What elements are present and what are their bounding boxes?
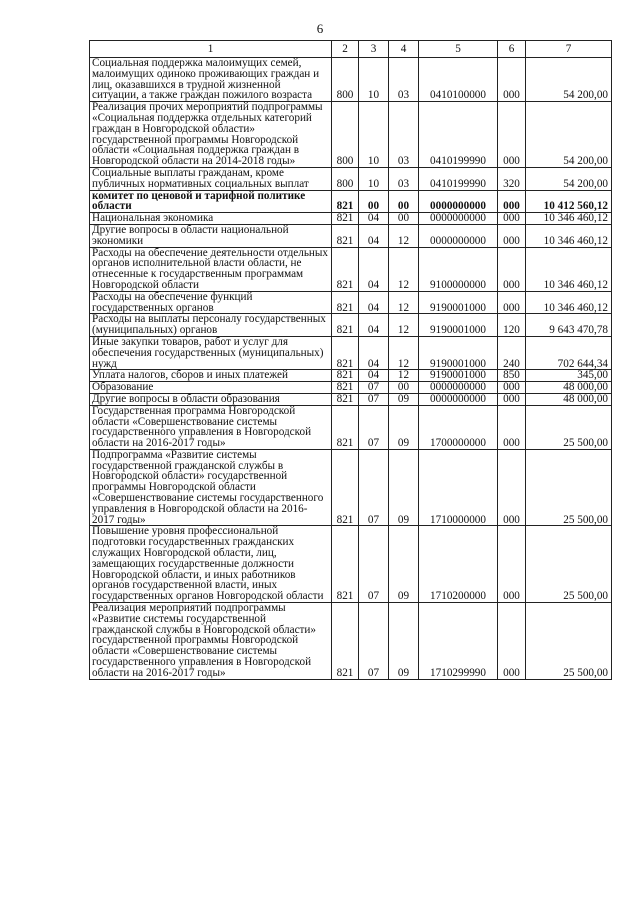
header-col-7: 7 [526, 41, 612, 58]
row-admin-code-cell: 821 [332, 291, 359, 314]
row-subsection-cell: 09 [389, 449, 419, 526]
row-amount-cell: 9 643 470,78 [526, 314, 612, 337]
row-expense-type-cell: 850 [498, 370, 526, 382]
row-section-cell: 00 [359, 190, 389, 213]
row-admin-code-cell: 821 [332, 603, 359, 680]
row-target-article-cell: 0000000000 [419, 213, 498, 225]
row-subsection-cell: 09 [389, 393, 419, 405]
table-row [90, 58, 612, 102]
row-name-cell: Другие вопросы в области образования [90, 393, 332, 405]
header-col-5: 5 [419, 41, 498, 58]
row-amount-cell: 10 346 460,12 [526, 291, 612, 314]
row-expense-type-cell: 000 [498, 58, 526, 102]
row-amount-cell: 10 346 460,12 [526, 224, 612, 247]
header-col-3: 3 [359, 41, 389, 58]
row-subsection-cell: 09 [389, 603, 419, 680]
row-amount-cell: 54 200,00 [526, 102, 612, 168]
table-row [90, 336, 612, 369]
budget-table [89, 40, 612, 680]
table-row [90, 247, 612, 291]
table-header-row [90, 41, 612, 58]
table-row [90, 213, 612, 225]
row-target-article-cell: 1710299990 [419, 603, 498, 680]
row-section-cell: 07 [359, 603, 389, 680]
row-name-cell: Реализация мероприятий подпрограммы «Развитие системы государственной гражданской службы в Новгородской области» государственной программы Новгородской области «Совершенствование системы государственного управления в Новгородской области на 2016-2017 годы» [90, 603, 332, 680]
row-admin-code-cell: 821 [332, 213, 359, 225]
row-subsection-cell: 03 [389, 102, 419, 168]
row-admin-code-cell: 821 [332, 247, 359, 291]
row-admin-code-cell: 821 [332, 405, 359, 449]
row-name-cell: Иные закупки товаров, работ и услуг для обеспечения государственных (муниципальных) нужд [90, 336, 332, 369]
row-amount-cell: 54 200,00 [526, 167, 612, 190]
row-admin-code-cell: 821 [332, 370, 359, 382]
row-target-article-cell: 1700000000 [419, 405, 498, 449]
table-row [90, 102, 612, 168]
row-amount-cell: 48 000,00 [526, 382, 612, 394]
row-name-cell: Социальная поддержка малоимущих семей, малоимущих одиноко проживающих граждан и лиц, оказавшихся в трудной жизненной ситуации, а также граждан пожилого возраста [90, 58, 332, 102]
row-expense-type-cell: 000 [498, 393, 526, 405]
row-name-cell: Реализация прочих мероприятий подпрограммы «Социальная поддержка отдельных категорий граждан в Новгородской области» государственной программы Новгородской области «Социальная поддержка граждан в Новгородской области на 2014-2018 годы» [90, 102, 332, 168]
row-target-article-cell: 9190001000 [419, 291, 498, 314]
table-row [90, 382, 612, 394]
row-admin-code-cell: 821 [332, 393, 359, 405]
row-section-cell: 04 [359, 291, 389, 314]
row-subsection-cell: 03 [389, 58, 419, 102]
row-name-cell: комитет по ценовой и тарифной политике области [90, 190, 332, 213]
row-subsection-cell: 12 [389, 291, 419, 314]
row-admin-code-cell: 821 [332, 314, 359, 337]
table-row [90, 167, 612, 190]
row-amount-cell: 10 346 460,12 [526, 213, 612, 225]
row-target-article-cell: 0410199990 [419, 167, 498, 190]
row-admin-code-cell: 821 [332, 224, 359, 247]
row-admin-code-cell: 821 [332, 336, 359, 369]
row-subsection-cell: 03 [389, 167, 419, 190]
row-subsection-cell: 12 [389, 224, 419, 247]
table-row [90, 370, 612, 382]
row-amount-cell: 25 500,00 [526, 449, 612, 526]
row-expense-type-cell: 000 [498, 449, 526, 526]
row-name-cell: Расходы на обеспечение функций государственных органов [90, 291, 332, 314]
row-admin-code-cell: 821 [332, 526, 359, 603]
row-section-cell: 07 [359, 405, 389, 449]
row-target-article-cell: 9190001000 [419, 370, 498, 382]
row-expense-type-cell: 000 [498, 224, 526, 247]
row-target-article-cell: 0000000000 [419, 382, 498, 394]
table-row [90, 603, 612, 680]
row-target-article-cell: 9190001000 [419, 336, 498, 369]
budget-table-container [89, 40, 611, 680]
row-name-cell: Расходы на выплаты персоналу государственных (муниципальных) органов [90, 314, 332, 337]
row-section-cell: 07 [359, 526, 389, 603]
row-subsection-cell: 12 [389, 247, 419, 291]
row-section-cell: 10 [359, 58, 389, 102]
row-expense-type-cell: 240 [498, 336, 526, 369]
row-target-article-cell: 0410199990 [419, 102, 498, 168]
row-section-cell: 07 [359, 393, 389, 405]
row-subsection-cell: 12 [389, 370, 419, 382]
page-number: 6 [316, 21, 324, 36]
table-row [90, 190, 612, 213]
table-row [90, 224, 612, 247]
row-admin-code-cell: 821 [332, 190, 359, 213]
row-admin-code-cell: 800 [332, 167, 359, 190]
row-admin-code-cell: 800 [332, 58, 359, 102]
row-subsection-cell: 00 [389, 382, 419, 394]
row-subsection-cell: 12 [389, 314, 419, 337]
row-section-cell: 04 [359, 314, 389, 337]
row-subsection-cell: 09 [389, 405, 419, 449]
row-target-article-cell: 0000000000 [419, 224, 498, 247]
row-amount-cell: 25 500,00 [526, 526, 612, 603]
row-subsection-cell: 00 [389, 213, 419, 225]
row-amount-cell: 25 500,00 [526, 603, 612, 680]
row-amount-cell: 345,00 [526, 370, 612, 382]
row-amount-cell: 48 000,00 [526, 393, 612, 405]
row-section-cell: 07 [359, 382, 389, 394]
row-target-article-cell: 9100000000 [419, 247, 498, 291]
row-expense-type-cell: 000 [498, 102, 526, 168]
header-col-4: 4 [389, 41, 419, 58]
row-subsection-cell: 09 [389, 526, 419, 603]
row-name-cell: Подпрограмма «Развитие системы государственной гражданской службы в Новгородской области» государственной программы Новгородской области «Совершенствование системы государственного управления в Новгородской области на 2016-2017 годы» [90, 449, 332, 526]
row-name-cell: Повышение уровня профессиональной подготовки государственных гражданских служащих Новгородской области, лиц, замещающих государственные должности Новгородской области, и иных работников органов государственной власти, иных государственных органов Новгородской области [90, 526, 332, 603]
row-expense-type-cell: 000 [498, 291, 526, 314]
header-col-1: 1 [90, 41, 332, 58]
row-name-cell: Расходы на обеспечение деятельности отдельных органов исполнительной власти области, не отнесенные к государственным программам Новгородской области [90, 247, 332, 291]
row-amount-cell: 10 412 560,12 [526, 190, 612, 213]
row-expense-type-cell: 000 [498, 526, 526, 603]
row-expense-type-cell: 120 [498, 314, 526, 337]
row-target-article-cell: 0410100000 [419, 58, 498, 102]
row-admin-code-cell: 821 [332, 382, 359, 394]
row-section-cell: 04 [359, 247, 389, 291]
row-amount-cell: 25 500,00 [526, 405, 612, 449]
row-section-cell: 04 [359, 370, 389, 382]
row-admin-code-cell: 800 [332, 102, 359, 168]
row-amount-cell: 702 644,34 [526, 336, 612, 369]
row-expense-type-cell: 000 [498, 213, 526, 225]
row-target-article-cell: 0000000000 [419, 393, 498, 405]
table-row [90, 405, 612, 449]
row-expense-type-cell: 000 [498, 405, 526, 449]
row-subsection-cell: 00 [389, 190, 419, 213]
row-name-cell: Государственная программа Новгородской области «Совершенствование системы государственного управления в Новгородской области на 2016-2017 годы» [90, 405, 332, 449]
row-section-cell: 04 [359, 213, 389, 225]
row-target-article-cell: 1710200000 [419, 526, 498, 603]
row-expense-type-cell: 000 [498, 603, 526, 680]
row-amount-cell: 54 200,00 [526, 58, 612, 102]
row-name-cell: Национальная экономика [90, 213, 332, 225]
row-name-cell: Социальные выплаты гражданам, кроме публичных нормативных социальных выплат [90, 167, 332, 190]
table-row [90, 526, 612, 603]
row-expense-type-cell: 320 [498, 167, 526, 190]
table-row [90, 291, 612, 314]
row-target-article-cell: 9190001000 [419, 314, 498, 337]
row-expense-type-cell: 000 [498, 382, 526, 394]
row-section-cell: 10 [359, 102, 389, 168]
row-expense-type-cell: 000 [498, 247, 526, 291]
table-row [90, 314, 612, 337]
row-amount-cell: 10 346 460,12 [526, 247, 612, 291]
row-target-article-cell: 0000000000 [419, 190, 498, 213]
header-col-2: 2 [332, 41, 359, 58]
row-target-article-cell: 1710000000 [419, 449, 498, 526]
row-name-cell: Образование [90, 382, 332, 394]
table-row [90, 449, 612, 526]
table-row [90, 393, 612, 405]
row-name-cell: Уплата налогов, сборов и иных платежей [90, 370, 332, 382]
row-expense-type-cell: 000 [498, 190, 526, 213]
row-admin-code-cell: 821 [332, 449, 359, 526]
header-col-6: 6 [498, 41, 526, 58]
row-section-cell: 04 [359, 224, 389, 247]
row-name-cell: Другие вопросы в области национальной экономики [90, 224, 332, 247]
row-section-cell: 04 [359, 336, 389, 369]
row-section-cell: 07 [359, 449, 389, 526]
row-subsection-cell: 12 [389, 336, 419, 369]
row-section-cell: 10 [359, 167, 389, 190]
